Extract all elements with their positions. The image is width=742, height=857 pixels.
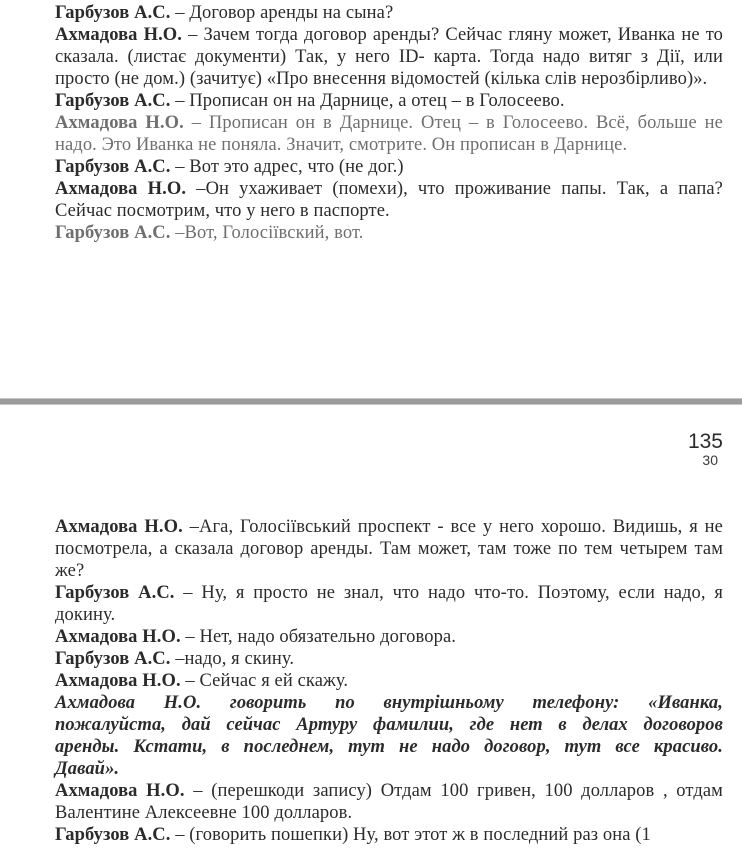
dialogue-text: –Ага, Голосіївський проспект - все у него хорошо. Видишь, я не посмотрела, а сказала договор аренды. Там может, там тоже по тем четырем там же?: [55, 517, 723, 581]
dialogue-text: – Прописан он в Дарнице. Отец – в Голосеево. Всё, больше не надо. Это Иванка не поняла. Значит, смотрите. Он прописан в Дарнице.: [55, 113, 723, 155]
dialogue-paragraph: [55, 222, 723, 244]
dialogue-paragraph: [55, 692, 723, 780]
dialogue-text: –Он ухаживает (помехи), что проживание папы. Так, а папа? Сейчас посмотрим, что у него в паспорте.: [55, 179, 723, 221]
page1-text: [55, 2, 723, 244]
speaker-name: Гарбузов А.С.: [55, 157, 171, 177]
speaker-name: Ахмадова Н.О.: [55, 179, 187, 199]
speaker-name: Ахмадова Н.О.: [55, 25, 183, 45]
speaker-name: Ахмадова Н.О.: [55, 781, 185, 801]
dialogue-text: – Договор аренды на сына?: [170, 3, 394, 23]
dialogue-paragraph: [55, 670, 723, 692]
dialogue-paragraph: [55, 626, 723, 648]
speaker-name: Ахмадова Н.О.: [55, 627, 181, 647]
speaker-name: Ахмадова Н.О.: [55, 693, 202, 713]
dialogue-paragraph: [55, 90, 723, 112]
dialogue-paragraph: [55, 112, 723, 156]
page-divider: [0, 398, 742, 405]
speaker-name: Гарбузов А.С.: [55, 825, 171, 845]
dialogue-text: – Зачем тогда договор аренды? Сейчас гляну может, Иванка не то сказала. (листає документи) Так, у него ID- карта. Тогда надо витяг з Дії, или просто (не дом.) (зачитує) «Про внесення відомостей (кілька слів нерозбірливо)».: [55, 25, 723, 89]
dialogue-paragraph: [55, 780, 723, 824]
dialogue-text: – Вот это адрес, что (не дог.): [170, 157, 404, 177]
speaker-name: Ахмадова Н.О.: [55, 671, 181, 691]
page-number: 135: [687, 430, 723, 453]
speaker-name: Гарбузов А.С.: [55, 649, 171, 669]
sheet-number: 30: [702, 452, 718, 468]
speaker-name: Гарбузов А.С.: [55, 223, 171, 243]
page-number-block: [688, 430, 723, 468]
speaker-name: Гарбузов А.С.: [55, 91, 171, 111]
dialogue-text: – Нет, надо обязательно договора.: [180, 627, 456, 647]
dialogue-text: – (говорить пошепки) Ну, вот этот ж в последний раз она (1: [170, 825, 651, 845]
dialogue-paragraph: [55, 2, 723, 24]
speaker-name: Ахмадова Н.О.: [55, 517, 183, 537]
speaker-name: Гарбузов А.С.: [55, 583, 175, 603]
dialogue-text: говорить по внутрішньому телефону: «Иванка, пожалуйста, дай сейчас Артуру фамилии, где нет в делах договоров аренды. Кстати, в последнем, тут не надо договор, тут все красиво. Давай».: [55, 693, 723, 779]
dialogue-paragraph: [55, 824, 723, 846]
dialogue-paragraph: [55, 156, 723, 178]
dialogue-text: – Ну, я просто не знал, что надо что-то. Поэтому, если надо, я докину.: [55, 583, 724, 625]
dialogue-text: –Вот, Голосіївский, вот.: [170, 223, 364, 243]
dialogue-paragraph: [55, 24, 723, 90]
dialogue-paragraph: [55, 178, 723, 222]
dialogue-paragraph: [55, 582, 723, 626]
speaker-name: Гарбузов А.С.: [55, 3, 171, 23]
page2-text: [55, 516, 723, 846]
dialogue-paragraph: [55, 516, 723, 582]
dialogue-text: – Прописан он на Дарнице, а отец – в Голосеево.: [170, 91, 565, 111]
dialogue-text: – (перешкоди запису) Отдам 100 гривен, 100 долларов , отдам Валентине Алексеевне 100 долларов.: [55, 781, 723, 823]
dialogue-text: –надо, я скину.: [170, 649, 295, 669]
dialogue-paragraph: [55, 648, 723, 670]
speaker-name: Ахмадова Н.О.: [55, 113, 184, 133]
dialogue-text: – Сейчас я ей скажу.: [180, 671, 349, 691]
